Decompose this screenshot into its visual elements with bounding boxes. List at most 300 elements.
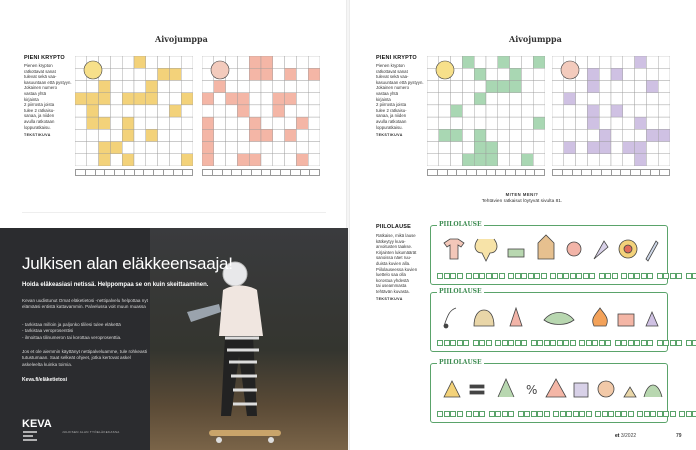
crypto-cell [158, 105, 170, 117]
crypto-cell [576, 80, 588, 92]
crypto-cell [169, 142, 181, 154]
crypto-cell [623, 93, 635, 105]
answer-cell [502, 411, 508, 417]
crypto-cell [587, 154, 599, 166]
basket-icon [618, 314, 634, 326]
answer-cell [686, 340, 692, 346]
crypto-cell [611, 117, 623, 129]
crypto-cell [249, 56, 261, 68]
crypto-cell [635, 105, 647, 117]
answer-cell [550, 340, 556, 346]
crypto-cell [486, 56, 498, 68]
crypto-cell [599, 129, 611, 141]
crypto-cell [249, 117, 261, 129]
crypto-cell [486, 68, 498, 80]
crypto-cell [134, 56, 146, 68]
answer-cell [531, 340, 537, 346]
crypto-key-row [202, 169, 320, 176]
ad-body-text-2: Jos et ole aiemmin käyttänyt nettipalveluamme, tule rohkeasti tutustumaan. Saat selkeät ohjeet, jotka kertovat askel askeleelta kuinka toimia. [22, 349, 148, 367]
crypto-cell [249, 68, 261, 80]
crypto-cell [599, 142, 611, 154]
answer-cell [692, 411, 696, 417]
crypto-cell [122, 117, 134, 129]
crypto-cell [587, 56, 599, 68]
crypto-cell [498, 117, 510, 129]
answer-cell [615, 340, 621, 346]
answer-cell [521, 340, 527, 346]
kite-icon [546, 379, 566, 397]
crypto-cell [273, 56, 285, 68]
answers-text: Tehtävien ratkaisut löytyvät sivulta 81. [481, 199, 563, 204]
cat-icon [624, 387, 636, 397]
answer-cell [637, 411, 643, 417]
left-divider [22, 212, 326, 213]
crypto-cell [576, 154, 588, 166]
crypto-cell [134, 154, 146, 166]
crypto-key-row [75, 169, 193, 176]
crypto-cell [237, 105, 249, 117]
crypto-picture-icon [436, 61, 454, 79]
crypto-cell [226, 154, 238, 166]
crypto-cell [99, 105, 111, 117]
crypto-cell [552, 117, 564, 129]
answer-cell [457, 273, 463, 279]
answer-cell [537, 411, 543, 417]
crypto-cell [158, 80, 170, 92]
crypto-cell [146, 105, 158, 117]
crypto-cell [635, 93, 647, 105]
crypto-cell [611, 80, 623, 92]
crypto-cell [273, 154, 285, 166]
crypto-cell [249, 105, 261, 117]
crypto-cell [122, 80, 134, 92]
crypto-cell [635, 129, 647, 141]
crypto-cell [87, 117, 99, 129]
answer-cell [479, 340, 485, 346]
answer-cell [473, 273, 479, 279]
crypto-cell [533, 68, 545, 80]
answer-cell [663, 340, 669, 346]
crypto-cell [237, 56, 249, 68]
crypto-cell [439, 117, 451, 129]
crypto-cell [110, 117, 122, 129]
crypto-cell [226, 93, 238, 105]
crypto-cell [474, 105, 486, 117]
crypto-cell [146, 129, 158, 141]
crypto-cell [439, 129, 451, 141]
answer-cell [570, 340, 576, 346]
crypto-cell [285, 142, 297, 154]
answer-cell [457, 411, 463, 417]
crypto-cell [110, 93, 122, 105]
crypto-cell [576, 117, 588, 129]
crypto-cell [611, 129, 623, 141]
crypto-cell [99, 93, 111, 105]
crypto-cell [273, 105, 285, 117]
crypto-cell [521, 129, 533, 141]
answer-cell [586, 340, 592, 346]
crypto-cell [122, 68, 134, 80]
flame-icon [593, 308, 608, 326]
crypto-cell [646, 129, 658, 141]
crypto-cell [611, 56, 623, 68]
crypto-cell [122, 56, 134, 68]
page-number: 79 [676, 433, 682, 439]
crypto-cell [510, 80, 522, 92]
crypto-cell [521, 93, 533, 105]
crypto-cell [181, 105, 193, 117]
answer-cell [608, 411, 614, 417]
crypto-grid-3-svg [427, 56, 545, 166]
piilolause-puzzle-2 [430, 288, 668, 352]
answer-cell [650, 411, 656, 417]
left-crypto-tag: TEKSTIKUVA [24, 133, 51, 137]
answer-cell [534, 273, 540, 279]
crypto-grid-2 [202, 56, 320, 166]
answer-cell [437, 273, 443, 279]
crypto-cell [646, 80, 658, 92]
footer-issue: 3/2022 [620, 433, 637, 439]
crypto-cell [474, 129, 486, 141]
crypto-cell [587, 142, 599, 154]
crypto-cell [474, 56, 486, 68]
crypto-cell [451, 142, 463, 154]
answer-cell [560, 411, 566, 417]
crypto-cell [249, 129, 261, 141]
crypto-cell [273, 129, 285, 141]
crypto-cell [462, 154, 474, 166]
crypto-cell [533, 56, 545, 68]
crypto-cell [75, 142, 87, 154]
crypto-cell [122, 154, 134, 166]
crypto-cell [181, 93, 193, 105]
answer-cell [508, 411, 514, 417]
answer-cell [692, 340, 696, 346]
crypto-cell [169, 93, 181, 105]
monkey-icon [474, 310, 494, 326]
crypto-cell [169, 56, 181, 68]
crypto-cell [646, 105, 658, 117]
crypto-cell [510, 117, 522, 129]
ad-feature-item: - tarkistaa veroprosenttisi [22, 328, 162, 334]
answer-cell [486, 273, 492, 279]
shirt-shape [219, 286, 263, 337]
crypto-cell [169, 154, 181, 166]
crypto-cell [510, 93, 522, 105]
answer-cell [479, 273, 485, 279]
piilolause-puzzle-1 [430, 221, 668, 285]
crypto-cell [451, 80, 463, 92]
crypto-cell [486, 154, 498, 166]
crypto-cell [87, 129, 99, 141]
bird-icon [475, 239, 497, 261]
crypto-cell [237, 129, 249, 141]
answer-cell [537, 340, 543, 346]
crypto-cell [635, 56, 647, 68]
ad-link[interactable]: Keva.fi/eläketietosi [22, 377, 68, 383]
answer-cell [508, 273, 514, 279]
crypto-cell [486, 142, 498, 154]
answer-cell [450, 273, 456, 279]
answer-cell [686, 411, 692, 417]
crypto-cell [158, 93, 170, 105]
crypto-cell [249, 142, 261, 154]
answer-cell [657, 273, 663, 279]
crypto-cell [635, 68, 647, 80]
crypto-cell [181, 80, 193, 92]
crypto-cell [146, 80, 158, 92]
piilolause-puzzle-3 [430, 359, 668, 423]
crypto-cell [308, 56, 320, 68]
keva-logo-icon [22, 414, 52, 444]
crypto-cell [214, 105, 226, 117]
keva-advertisement [0, 228, 348, 450]
crypto-cell [635, 154, 647, 166]
crypto-cell [498, 142, 510, 154]
crypto-picture-icon [211, 61, 229, 79]
crypto-cell [169, 105, 181, 117]
answer-cell [676, 340, 682, 346]
crypto-cell [181, 117, 193, 129]
crypto-cell [134, 93, 146, 105]
crypto-cell [462, 80, 474, 92]
answer-cell [450, 340, 456, 346]
crypto-cell [486, 80, 498, 92]
crypto-cell [646, 142, 658, 154]
crypto-cell [658, 142, 670, 154]
crypto-cell [87, 80, 99, 92]
answer-cell [686, 273, 692, 279]
answer-cell [473, 411, 479, 417]
music-notes-icon [444, 308, 456, 326]
guitar-icon [594, 241, 608, 259]
crypto-cell [261, 68, 273, 80]
answer-cell [628, 411, 634, 417]
crypto-cell [181, 142, 193, 154]
crypto-cell [646, 93, 658, 105]
crypto-cell [599, 80, 611, 92]
crypto-cell [498, 154, 510, 166]
answer-cell [634, 273, 640, 279]
answer-cell [444, 273, 450, 279]
snake-icon [644, 385, 662, 397]
crypto-cell [474, 68, 486, 80]
piilolause-cells-1 [437, 273, 696, 279]
crypto-cell [214, 93, 226, 105]
crypto-cell [285, 129, 297, 141]
crypto-cell [552, 80, 564, 92]
crypto-cell [261, 154, 273, 166]
crypto-cell [658, 68, 670, 80]
crypto-cell [99, 129, 111, 141]
answer-cell [628, 273, 634, 279]
crypto-cell [646, 117, 658, 129]
crypto-cell [273, 80, 285, 92]
crypto-cell [552, 129, 564, 141]
crypto-cell [308, 105, 320, 117]
crypto-cell [451, 117, 463, 129]
crypto-cell [486, 105, 498, 117]
crypto-cell [587, 129, 599, 141]
crypto-cell [181, 129, 193, 141]
crypto-cell [521, 142, 533, 154]
answer-cell [457, 340, 463, 346]
crypto-cell [451, 154, 463, 166]
crypto-cell [498, 80, 510, 92]
answer-cell [444, 340, 450, 346]
crypto-picture-icon [561, 61, 579, 79]
answer-cell [599, 340, 605, 346]
crypto-cell [87, 154, 99, 166]
crypto-cell [439, 80, 451, 92]
crypto-cell [273, 117, 285, 129]
crypto-cell [169, 117, 181, 129]
answer-cell [531, 411, 537, 417]
crypto-cell [134, 80, 146, 92]
answer-cell [515, 273, 521, 279]
crypto-cell [146, 117, 158, 129]
piilolause-pictures-3 [434, 367, 666, 407]
crypto-cell [623, 154, 635, 166]
answer-cell [518, 411, 524, 417]
crypto-cell [564, 142, 576, 154]
crypto-cell [439, 142, 451, 154]
crypto-cell [510, 129, 522, 141]
crypto-cell [99, 80, 111, 92]
crypto-cell [249, 154, 261, 166]
crypto-cell [237, 117, 249, 129]
crypto-cell [658, 93, 670, 105]
crypto-cell [599, 154, 611, 166]
answers-note [348, 192, 696, 204]
answer-cell [541, 273, 547, 279]
crypto-cell [611, 93, 623, 105]
crypto-cell [146, 56, 158, 68]
answer-cell [679, 411, 685, 417]
skateboard-icon [209, 430, 281, 436]
crypto-cell [308, 80, 320, 92]
answer-cell [599, 273, 605, 279]
answer-cell [663, 273, 669, 279]
crypto-cell [75, 129, 87, 141]
ad-feature-item: - ilmoittaa tilinumeron tai korottaa veroprosenttia. [22, 335, 162, 341]
crypto-cell [181, 68, 193, 80]
crypto-cell [237, 154, 249, 166]
answer-cell [663, 411, 669, 417]
crypto-cell [237, 93, 249, 105]
right-crypto-tag: TEKSTIKUVA [376, 133, 403, 137]
crypto-grid-3 [427, 56, 545, 166]
crypto-cell [533, 105, 545, 117]
crypto-cell [552, 142, 564, 154]
crypto-cell [498, 129, 510, 141]
crypto-cell [87, 142, 99, 154]
crypto-cell [296, 80, 308, 92]
radiator-icon [574, 383, 588, 397]
crypto-cell [521, 154, 533, 166]
crypto-cell [462, 68, 474, 80]
answer-cell [437, 340, 443, 346]
crypto-cell [308, 142, 320, 154]
crypto-cell [611, 105, 623, 117]
answer-cell [634, 340, 640, 346]
leaf-icon [498, 379, 514, 397]
crypto-cell [249, 80, 261, 92]
crypto-cell [158, 154, 170, 166]
crypto-cell [296, 105, 308, 117]
crypto-cell [110, 80, 122, 92]
crypto-cell [576, 105, 588, 117]
answer-cell [528, 273, 534, 279]
crypto-cell [261, 105, 273, 117]
crypto-cell [552, 154, 564, 166]
crypto-cell [181, 154, 193, 166]
piilolause-instructions: Ratkaise, mikä lause kätkeytyy kuva- arvoitusten taakse. Kirjainten lukumäärät sanoissa näet ruu- duista kuvien alla. Piilolauseessa kuvien luettelo saa olla korostua yhdestä tai useammasta tehtävän kuvasta. [376, 233, 418, 294]
ad-headline: Julkisen alan eläkkeensaaja! [22, 254, 233, 273]
ad-body-text: Kevan uudistunut Omat eläketietosi -nettipalvelu helpottaa nyt elämääsi entistä kattavammin. Palvelussa voit muun muassa [22, 298, 148, 310]
crypto-cell [296, 129, 308, 141]
answer-cell [444, 411, 450, 417]
answers-heading: MITEN MENI? [505, 192, 539, 197]
crypto-cell [134, 117, 146, 129]
crypto-cell [587, 68, 599, 80]
crypto-cell [427, 129, 439, 141]
crypto-cell [122, 129, 134, 141]
answer-cell [644, 411, 650, 417]
crypto-cell [122, 93, 134, 105]
crypto-cell [237, 80, 249, 92]
crypto-cell [110, 68, 122, 80]
crypto-cell [261, 93, 273, 105]
crypto-cell [427, 117, 439, 129]
crypto-cell [226, 105, 238, 117]
answer-cell [544, 340, 550, 346]
crypto-cell [427, 105, 439, 117]
crypto-picture-icon [84, 61, 102, 79]
crypto-cell [498, 105, 510, 117]
crypto-cell [285, 56, 297, 68]
answer-cell [557, 273, 563, 279]
dog-icon [510, 308, 522, 326]
crypto-cell [202, 117, 214, 129]
crypto-cell [521, 105, 533, 117]
crypto-cell [451, 105, 463, 117]
piilolause-pictures-2 [434, 296, 666, 336]
crypto-cell [202, 105, 214, 117]
answer-cell [466, 411, 472, 417]
crypto-cell [533, 154, 545, 166]
shark-icon [544, 313, 574, 325]
answer-cell [437, 411, 443, 417]
right-crypto-instructions: Pienen krypton ratkottavat sanat tulevat sekä vaa- kasuuntaan että pystyyn. Jokainen numero vastaa yhtä kirjainta 2 piirrosta joista tulee 2 ratkaisu- sanaa, ja niiden avulla ratkotaan loppuratkaisu. [376, 63, 424, 130]
answer-cell [595, 411, 601, 417]
crypto-cell [261, 142, 273, 154]
crypto-cell [635, 80, 647, 92]
crypto-cell [134, 142, 146, 154]
crypto-cell [134, 68, 146, 80]
crypto-cell [110, 142, 122, 154]
crypto-cell [110, 56, 122, 68]
crypto-cell [158, 117, 170, 129]
crypto-cell [462, 142, 474, 154]
answer-cell [605, 340, 611, 346]
answer-cell [621, 273, 627, 279]
crypto-cell [439, 105, 451, 117]
crypto-cell [474, 80, 486, 92]
piilolause-tag: TEKSTIKUVA [376, 297, 403, 301]
crypto-cell [576, 142, 588, 154]
crypto-cell [158, 68, 170, 80]
